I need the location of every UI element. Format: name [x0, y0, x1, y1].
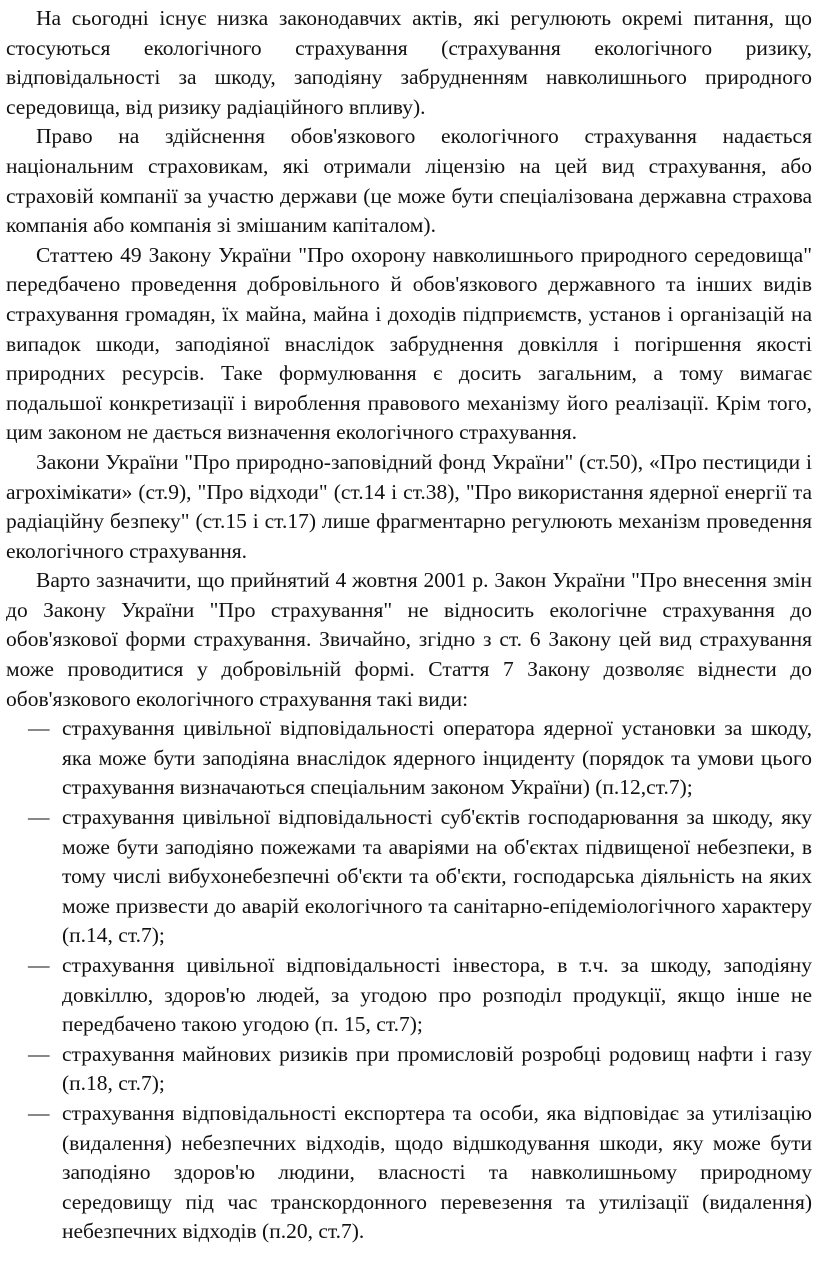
paragraph: Закони України "Про природно-заповідний фонд України" (ст.50), «Про пестициди і агрохімікати» (ст.9), "Про відходи" (ст.14 і ст.38), "Про використання ядерної енергії та радіаційну безпеку" (ст.15 і ст.17) лише фрагментарно регулюють механізм проведення екологічного страхування. — [6, 449, 812, 563]
document-page — [6, 4, 812, 1247]
list-item — [6, 803, 812, 951]
paragraph: Статтею 49 Закону України "Про охорону навколишнього природного середовища" передбачено проведення добровільного й обов'язкового державного та інших видів страхування громадян, їх майна, майна і доходів підприємств, установ і організацій на випадок шкоди, заподіяної внаслідок забруднення довкілля і погіршення якості природних ресурсів. Таке формулювання є досить загальним, а тому вимагає подальшої конкретизації і вироблення правового механізму його реалізації. Крім того, цим законом не дається визначення екологічного страхування. — [6, 242, 812, 445]
list-dash: — — [28, 716, 50, 741]
list-item — [6, 1040, 812, 1099]
list-item-text: страхування цивільної відповідальності інвестора, в т.ч. за шкоду, заподіяну довкіллю, здоров'ю людей, за угодою про розподіл продукції, якщо інше не передбачено такою угодою (п. 15, ст.7); — [62, 953, 812, 1037]
list-dash: — — [28, 1100, 50, 1125]
list-item — [6, 951, 812, 1040]
list-dash: — — [28, 1041, 50, 1066]
list-item-text: страхування цивільної відповідальності оператора ядерної установки за шкоду, яка може бути заподіяна внаслідок ядерного інциденту (порядок та умови цього страхування визначаються спеціальним законом України) (п.12,ст.7); — [62, 716, 812, 800]
list-item — [6, 1099, 812, 1247]
paragraph: Варто зазначити, що прийнятий 4 жовтня 2001 р. Закон України "Про внесення змін до Закону України "Про страхування" не відносить екологічне страхування до обов'язкової форми страхування. Звичайно, згідно з ст. 6 Закону цей вид страхування може проводитися у добровільній формі. Стаття 7 Закону дозволяє віднести до обов'язкового екологічного страхування такі види: — [6, 568, 812, 711]
list-item-text: страхування майнових ризиків при промисловій розробці родовищ нафти і газу (п.18, ст.7); — [62, 1041, 812, 1096]
paragraph: На сьогодні існує низка законодавчих актів, які регулюють окремі питання, що стосуються екологічного страхування (страхування екологічного ризику, відповідальності за шкоду, заподіяну забрудненням навколишнього природного середовища, від ризику радіаційного впливу). — [6, 6, 812, 119]
list-item-text: страхування відповідальності експортера та особи, яка відповідає за утилізацію (видалення) небезпечних відходів, щодо відшкодування шкоди, яку може бути заподіяно здоров'ю людини, власності та навколишньому природному середовищу під час транскордонного перевезення та утилізації (видалення) небезпечних відходів (п.20, ст.7). — [62, 1100, 812, 1244]
list-item — [6, 714, 812, 803]
paragraph: Право на здійснення обов'язкового екологічного страхування надається національним страховикам, які отримали ліцензію на цей вид страхування, або страховій компанії за участю держави (це може бути спеціалізована державна страхова компанія або компанія зі змішаним капіталом). — [6, 124, 812, 238]
insurance-types-list — [6, 714, 812, 1247]
list-item-text: страхування цивільної відповідальності суб'єктів господарювання за шкоду, яку може бути заподіяно пожежами та аваріями на об'єктах підвищеної небезпеки, в тому числі вибухонебезпечні об'єкти та об'єкти, господарська діяльність на яких може призвести до аварій екологічного та санітарно-епідеміологічного характеру (п.14, ст.7); — [62, 805, 812, 948]
list-dash: — — [28, 953, 50, 977]
list-dash: — — [28, 805, 50, 830]
